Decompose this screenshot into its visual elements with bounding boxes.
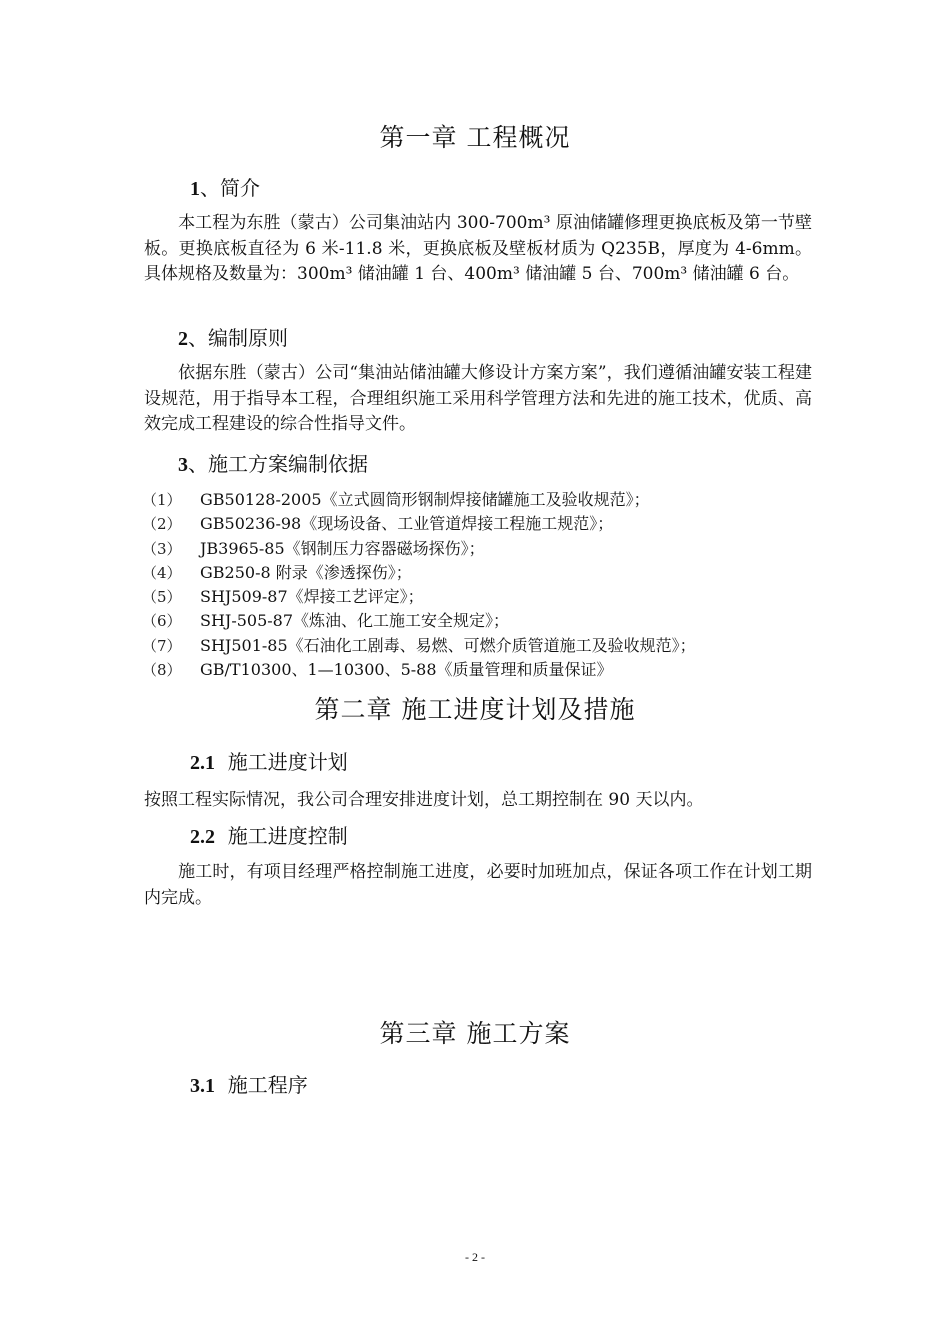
reference-item: （7） SHJ501-85《石油化工剧毒、易燃、可燃介质管道施工及验收规范》； <box>142 635 696 655</box>
section-1-heading <box>190 172 260 201</box>
section-number: 3.1 <box>190 1075 215 1097</box>
reference-item: （1） GB50128-2005《立式圆筒形钢制焊接储罐施工及验收规范》； <box>142 490 650 509</box>
schedule-paragraph <box>144 788 812 814</box>
section-title: 施工进度控制 <box>227 824 348 848</box>
section-2-2-heading <box>190 820 348 849</box>
reference-item: （8） GB/T10300、1—10300、5-88《质量管理和质量保证》 <box>142 660 613 680</box>
section-title: 施工程序 <box>227 1073 308 1097</box>
reference-item: （6） SHJ-505-87《炼油、化工施工安全规定》； <box>142 611 510 631</box>
chapter-2-title: 第二章 施工进度计划及措施 <box>314 695 636 724</box>
section-title: 、施工方案编制依据 <box>188 452 368 476</box>
chapter-3-title: 第三章 施工方案 <box>379 1019 571 1048</box>
reference-item: （4） GB250-8 附录《渗透探伤》； <box>142 562 412 582</box>
schedule-text: 按照工程实际情况，我公司合理安排进度计划，总工期控制在 90 天以内。 <box>144 790 704 810</box>
principle-paragraph <box>144 361 812 438</box>
section-title: 、编制原则 <box>188 326 288 350</box>
section-3-heading <box>178 448 368 477</box>
reference-list <box>142 488 696 682</box>
section-number: 2.2 <box>190 826 215 848</box>
section-2-heading <box>178 322 288 351</box>
section-title: 、简介 <box>200 176 260 200</box>
intro-paragraph <box>144 211 812 288</box>
section-3-1-heading <box>190 1069 308 1098</box>
chapter-1-title: 第一章 工程概况 <box>379 123 571 152</box>
reference-item: （2） GB50236-98《现场设备、工业管道焊接工程施工规范》； <box>142 514 614 534</box>
control-paragraph <box>144 860 812 911</box>
reference-item: （3） JB3965-85《钢制压力容器磁场探伤》； <box>142 538 485 558</box>
control-text: 施工时，有项目经理严格控制施工进度，必要时加班加点，保证各项工作在计划工期内完成。 <box>144 862 812 908</box>
section-title: 施工进度计划 <box>227 750 348 774</box>
section-number: 1 <box>190 178 200 200</box>
page-number: - 2 - <box>465 1250 485 1264</box>
intro-text: 本工程为东胜（蒙古）公司集油站内 300-700m³ 原油储罐修理更换底板及第一节壁板。更换底板直径为 6 米-11.8 米，更换底板及壁板材质为 Q235B，厚度为 4-6mm。具体规格及数量为：300m³ 储油罐 1 台、400m³ 储油罐 5 台、700m³ 储油罐 6 台。 <box>144 213 812 284</box>
principle-text: 依据东胜（蒙古）公司“集油站储油罐大修设计方案方案”，我们遵循油罐安装工程建设规范，用于指导本工程，合理组织施工采用科学管理方法和先进的施工技术，优质、高效完成工程建设的综合性指导文件。 <box>144 363 812 434</box>
section-number: 2.1 <box>190 752 215 774</box>
reference-item: （5） SHJ509-87《焊接工艺评定》； <box>142 587 424 607</box>
section-2-1-heading <box>190 746 348 775</box>
section-number: 2 <box>178 328 188 350</box>
section-number: 3 <box>178 454 188 476</box>
